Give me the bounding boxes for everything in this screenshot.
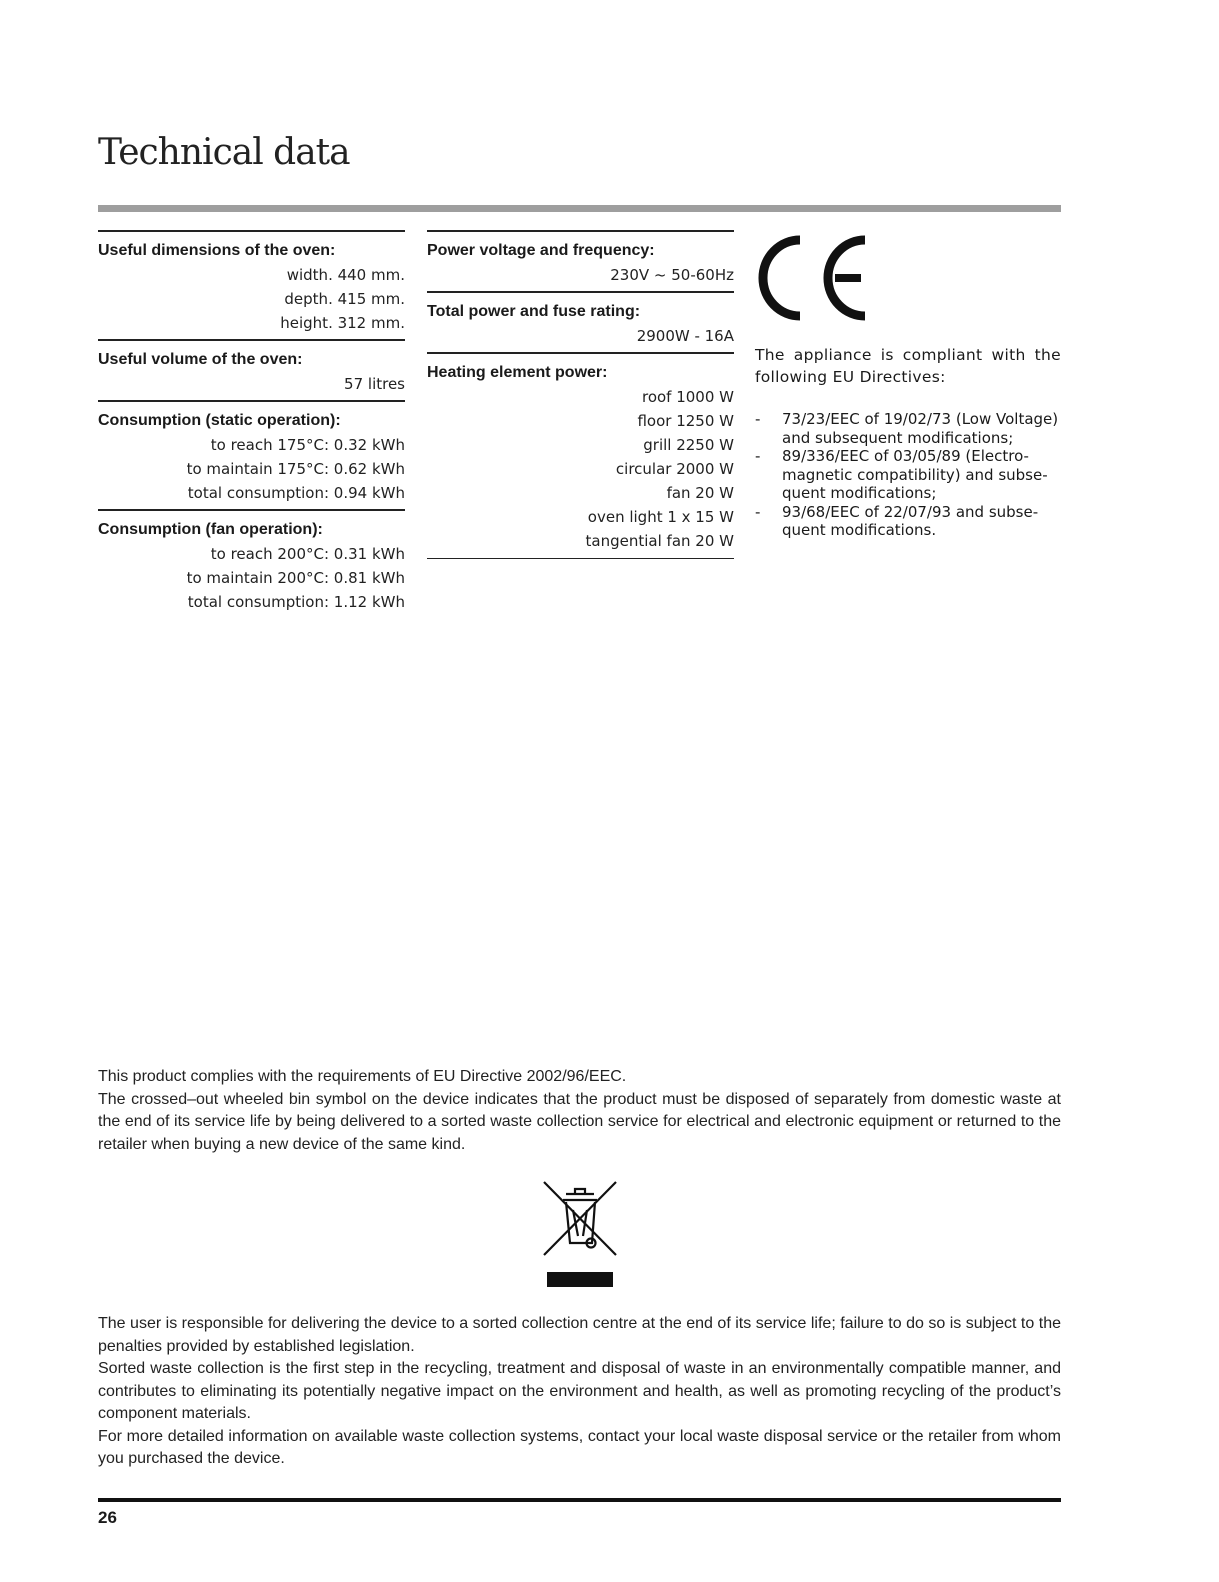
directive-item	[755, 503, 1061, 540]
tangential-fan-value: tangential fan 20 W	[585, 532, 734, 550]
power-heading: Total power and fuse rating:	[427, 303, 641, 320]
grill-value: grill 2250 W	[643, 436, 734, 454]
directive-list	[755, 410, 1061, 540]
weee-directive-text: This product complies with the requirements of EU Directive 2002/96/EEC.	[98, 1068, 627, 1085]
fan-reach-value: to reach 200°C: 0.31 kWh	[210, 545, 405, 563]
power-section	[427, 291, 734, 348]
floor-value: floor 1250 W	[637, 412, 734, 430]
directive-item	[755, 410, 1061, 447]
voltage-heading: Power voltage and frequency:	[427, 242, 655, 259]
list-dash: -	[755, 502, 761, 521]
list-dash: -	[755, 410, 761, 428]
compliance-intro: The appliance is compliant with the following EU Directives:	[755, 346, 1061, 386]
list-dash: -	[755, 447, 761, 465]
static-maintain-value: to maintain 175°C: 0.62 kWh	[186, 460, 405, 478]
fan-consumption-heading: Consumption (fan operation):	[98, 521, 323, 538]
power-value: 2900W - 16A	[636, 327, 734, 345]
fan-maintain-value: to maintain 200°C: 0.81 kWh	[186, 569, 405, 587]
static-total-value: total consumption: 0.94 kWh	[187, 484, 405, 502]
dimensions-heading: Useful dimensions of the oven:	[98, 242, 336, 259]
fan-value: fan 20 W	[666, 484, 734, 502]
crossed-out-bin-icon	[542, 1180, 618, 1287]
power-column	[427, 230, 734, 563]
width-value: width. 440 mm.	[286, 266, 405, 284]
volume-heading: Useful volume of the oven:	[98, 351, 303, 368]
directive-item	[755, 447, 1061, 503]
roof-value: roof 1000 W	[641, 388, 734, 406]
voltage-value: 230V ~ 50-60Hz	[610, 266, 734, 284]
voltage-section	[427, 230, 734, 287]
heating-heading: Heating element power:	[427, 364, 608, 381]
volume-value: 57 litres	[344, 375, 405, 393]
page-title: Technical data	[98, 132, 350, 173]
directive-text: 93/68/EEC of 22/07/93 and subse-quent modifications.	[782, 502, 1039, 539]
directive-text: 89/336/EEC of 03/05/89 (Electro-magnetic compatibility) and subse-quent modifications;	[782, 447, 1048, 502]
static-consumption-section	[98, 400, 405, 505]
sorted-collection-text: Sorted waste collection is the first step in the recycling, treatment and disposal of waste in an environmentally compatible manner, and contributes to eliminating its potentially negative impact on the environment and health, as well as promoting recycling of the product’s component materials.	[98, 1360, 1061, 1422]
dimensions-column	[98, 230, 405, 618]
fan-consumption-section	[98, 509, 405, 614]
weee-intro	[98, 1066, 1061, 1156]
title-divider	[98, 205, 1061, 212]
heating-section	[427, 352, 734, 559]
height-value: height. 312 mm.	[280, 314, 405, 332]
circular-value: circular 2000 W	[615, 460, 734, 478]
depth-value: depth. 415 mm.	[284, 290, 405, 308]
static-reach-value: to reach 175°C: 0.32 kWh	[210, 436, 405, 454]
footer-divider	[98, 1498, 1061, 1502]
ce-mark-icon	[755, 232, 870, 324]
static-consumption-heading: Consumption (static operation):	[98, 412, 341, 429]
volume-section	[98, 339, 405, 396]
weee-symbol-text: The crossed–out wheeled bin symbol on the device indicates that the product must be disposed of separately from domestic waste at the end of its service life by being delivered to a sorted waste collection service for electrical and electronic equipment or returned to the retailer when buying a new device of the same kind.	[98, 1090, 1061, 1153]
user-responsibility-text: The user is responsible for delivering the device to a sorted collection centre at the end of its service life; failure to do so is subject to the penalties provided by established legislation.	[98, 1315, 1061, 1355]
compliance-column	[755, 232, 1061, 540]
more-info-text: For more detailed information on available waste collection systems, contact your local waste disposal service or the retailer from whom you purchased the device.	[98, 1427, 1061, 1467]
weee-details	[98, 1313, 1061, 1471]
page-number: 26	[98, 1508, 117, 1527]
fan-total-value: total consumption: 1.12 kWh	[187, 593, 405, 611]
directive-text: 73/23/EEC of 19/02/73 (Low Voltage) and subsequent modifications;	[782, 410, 1059, 447]
dimensions-section	[98, 230, 405, 335]
oven-light-value: oven light 1 x 15 W	[587, 508, 734, 526]
